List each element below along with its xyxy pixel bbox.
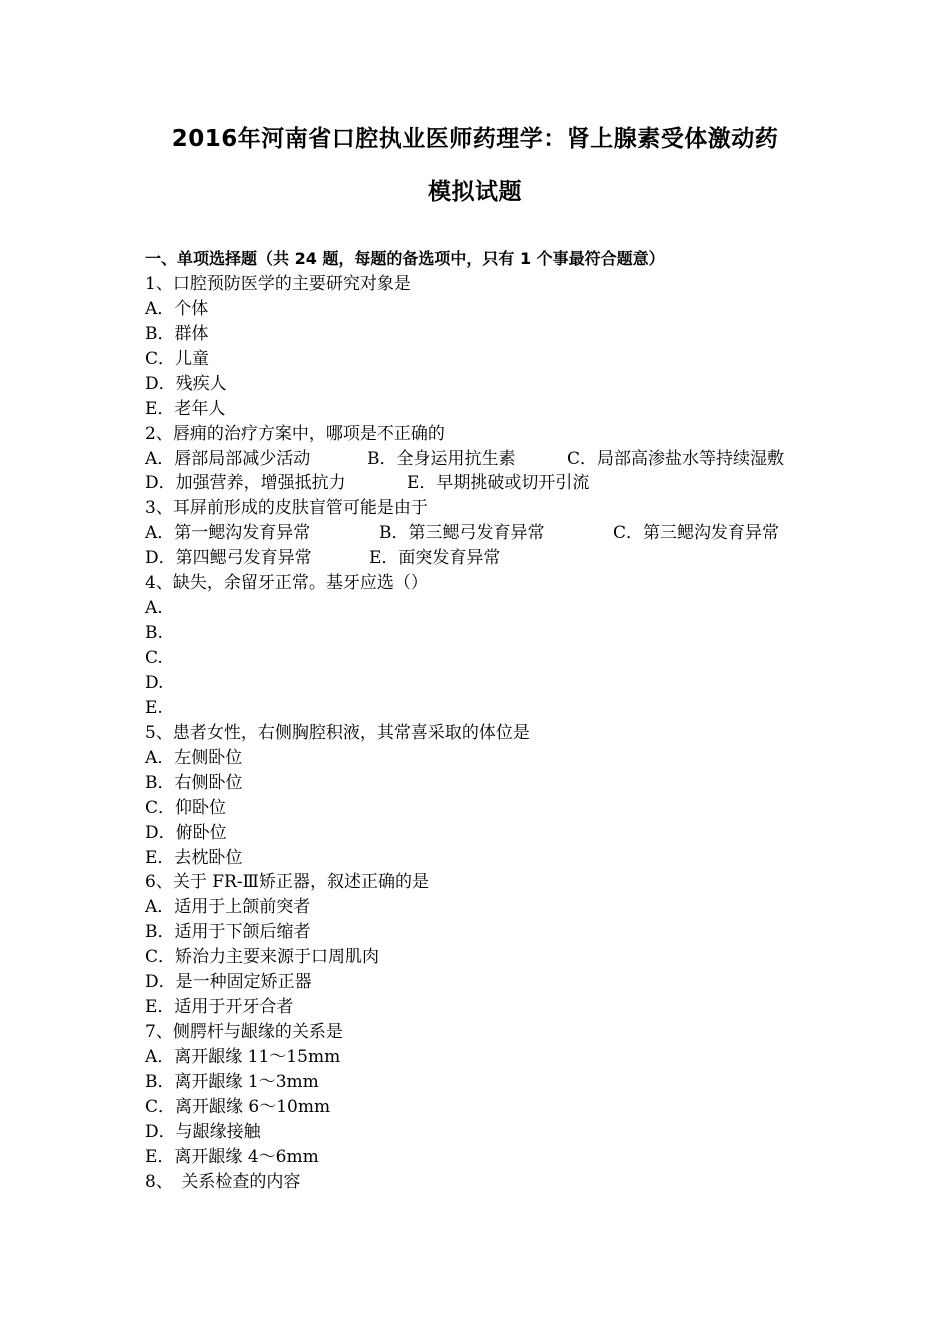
document-title-line-1: 2016年河南省口腔执业医师药理学：肾上腺素受体激动药: [171, 126, 779, 152]
q1-option-d: D．残疾人: [145, 373, 227, 394]
q7-option-b: B．离开龈缘 1～3mm: [145, 1071, 319, 1092]
q3-option-b: B．第三鳃弓发育异常: [379, 523, 545, 544]
q3-option-d: D．第四鳃弓发育异常: [145, 548, 312, 569]
q4-option-c: C.: [145, 648, 163, 668]
q3-options-row-1: [145, 521, 835, 546]
question-6: 6、关于 FR-Ⅲ矫正器，叙述正确的是: [145, 872, 429, 893]
q6-option-c: C．矫治力主要来源于口周肌肉: [145, 947, 380, 968]
q5-option-c: C．仰卧位: [145, 797, 227, 818]
question-2: 2、唇痈的治疗方案中，哪项是不正确的: [145, 423, 445, 444]
q7-option-c: C．离开龈缘 6～10mm: [145, 1096, 331, 1117]
document-title-line-2: 模拟试题: [428, 179, 522, 205]
q1-option-e: E．老年人: [145, 398, 226, 419]
q5-option-e: E．去枕卧位: [145, 847, 243, 868]
q3-options-row-2: [145, 546, 835, 571]
q4-option-d: D.: [145, 672, 164, 693]
q5-option-d: D．俯卧位: [145, 822, 227, 843]
q2-option-b: B．全身运用抗生素: [367, 448, 516, 469]
q5-option-b: B．右侧卧位: [145, 772, 243, 793]
q6-option-e: E．适用于开牙合者: [145, 997, 294, 1018]
question-5: 5、患者女性，右侧胸腔积液，其常喜采取的体位是: [145, 722, 530, 743]
q7-option-d: D．与龈缘接触: [145, 1121, 261, 1142]
question-8: 8、 关系检查的内容: [145, 1171, 301, 1192]
q5-option-a: A．左侧卧位: [145, 747, 243, 768]
q7-option-a: A．离开龈缘 11～15mm: [145, 1047, 341, 1067]
q7-option-e: E．离开龈缘 4～6mm: [145, 1146, 319, 1167]
q2-option-a: A．唇部局部减少活动: [145, 448, 311, 469]
question-4: 4、缺失，余留牙正常。基牙应选（）: [145, 573, 428, 594]
q3-option-c: C．第三鳃沟发育异常: [613, 523, 780, 544]
q6-option-d: D．是一种固定矫正器: [145, 972, 312, 993]
q2-options-row-2: [145, 471, 835, 496]
q6-option-b: B．适用于下颌后缩者: [145, 922, 311, 943]
question-7: 7、侧腭杆与龈缘的关系是: [145, 1022, 343, 1043]
q6-option-a: A．适用于上颌前突者: [145, 897, 311, 918]
q4-option-a: A.: [145, 598, 163, 619]
q3-option-a: A．第一鳃沟发育异常: [145, 523, 311, 544]
q1-option-a: A．个体: [145, 298, 209, 319]
q3-option-e: E．面突发育异常: [369, 548, 501, 569]
q4-option-e: E.: [145, 697, 163, 718]
q2-options-row-1: [145, 447, 835, 472]
question-3: 3、耳屏前形成的皮肤盲管可能是由于: [145, 498, 428, 519]
q1-option-b: B．群体: [145, 323, 209, 344]
q4-option-b: B.: [145, 623, 163, 644]
question-1: 1、口腔预防医学的主要研究对象是: [145, 273, 411, 294]
q2-option-c: C．局部高渗盐水等持续湿敷: [567, 448, 785, 469]
q1-option-c: C．儿童: [145, 348, 210, 369]
q2-option-e: E．早期挑破或切开引流: [407, 473, 590, 494]
question-list: [145, 247, 835, 1195]
section-heading: 一、单项选择题（共 24 题，每题的备选项中，只有 1 个事最符合题意）: [145, 249, 665, 268]
q2-option-d: D．加强营养，增强抵抗力: [145, 473, 346, 494]
